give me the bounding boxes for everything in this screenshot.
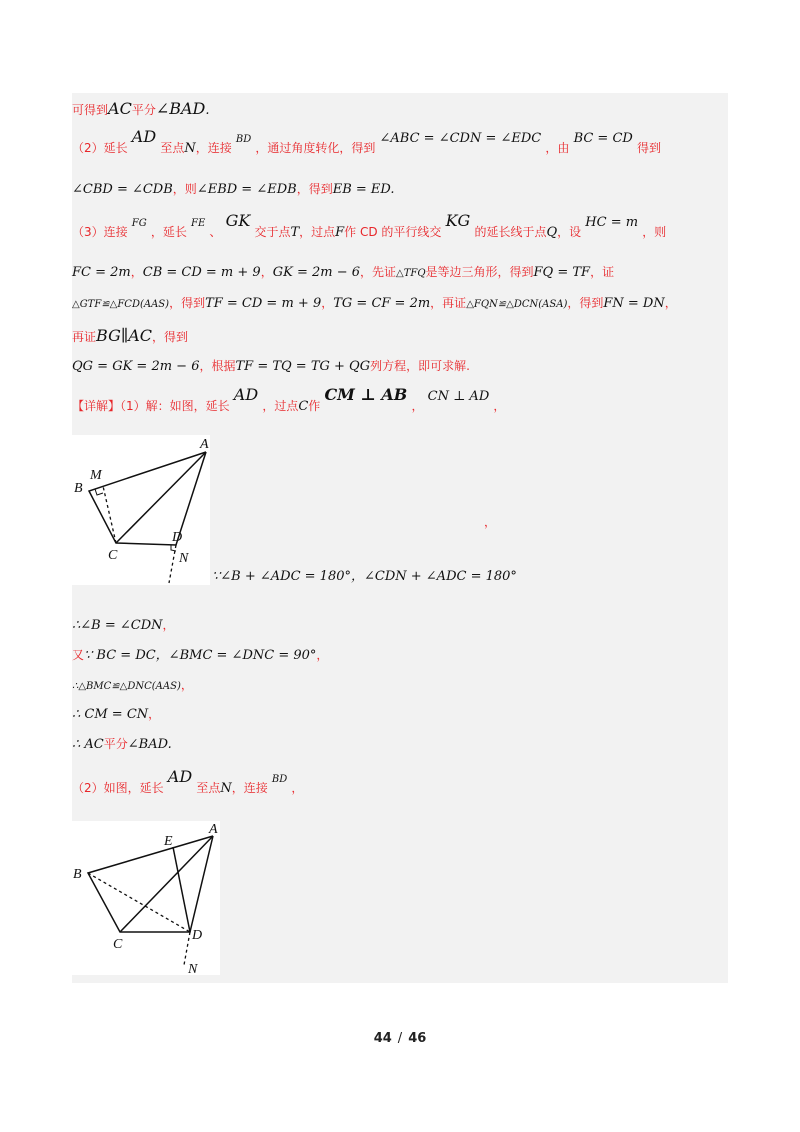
text: ，得到 — [169, 296, 206, 310]
math: FC = 2m — [72, 265, 131, 280]
math: FG — [131, 218, 147, 229]
text: ，设 — [557, 225, 582, 239]
text-line-16 — [72, 767, 304, 798]
text: ，证 — [590, 265, 615, 279]
math: ∴∠B = ∠CDN — [72, 618, 163, 633]
math: ∠CBD = ∠CDB — [72, 182, 173, 197]
text: ， — [411, 399, 424, 413]
text: 平分 — [103, 737, 128, 751]
math: CB = CD = m + 9 — [142, 265, 261, 280]
text: ，则 — [172, 182, 197, 196]
text-line-10 — [212, 569, 517, 585]
figure-1-quadrilateral — [72, 435, 210, 585]
math: AD — [233, 385, 259, 404]
text: 、 — [209, 225, 222, 239]
math: ∵ BC = DC，∠BMC = ∠DNC = 90° — [84, 648, 317, 663]
text: ， — [316, 648, 329, 662]
text: 可得到 — [72, 103, 109, 117]
math: Q — [546, 225, 558, 240]
text: （2）延长 — [72, 141, 128, 155]
text: 【详解】（1）解：如图，延长 — [72, 399, 230, 413]
stray-comma — [484, 514, 496, 531]
page-separator: / — [397, 1031, 403, 1046]
math: ∠BAD — [127, 737, 168, 752]
math: KG — [445, 211, 471, 230]
text: ， — [130, 265, 143, 279]
math: FE — [191, 218, 206, 229]
text-line-15 — [72, 736, 172, 753]
math: TF = CD = m + 9 — [205, 296, 322, 311]
text: 是等边三角形，得到 — [425, 265, 534, 279]
math: BC = CD — [573, 131, 633, 146]
text: ，先证 — [360, 265, 397, 279]
math: . — [167, 737, 172, 752]
math: AD — [131, 127, 157, 146]
text: ，连接 — [231, 781, 268, 795]
text: 得到 — [636, 141, 661, 155]
text-line-2 — [72, 127, 661, 158]
label-a: A — [209, 822, 218, 837]
text: ，根据 — [199, 359, 236, 373]
math: . — [205, 103, 210, 118]
math: BD — [271, 774, 288, 785]
math: T — [290, 225, 300, 240]
text: 再证 — [72, 330, 97, 344]
text-line-9 — [72, 385, 506, 415]
text: ， — [260, 265, 273, 279]
text-line-3 — [72, 181, 395, 198]
text: （2）如图，延长 — [72, 781, 164, 795]
math: AC — [108, 99, 132, 118]
text: ， — [180, 678, 193, 692]
math: BG∥AC — [96, 326, 153, 345]
total-pages: 46 — [408, 1031, 427, 1046]
math: CM ⊥ AB — [324, 385, 408, 404]
text: 平分 — [131, 103, 156, 117]
math: △GTF≌△FCD(AAS) — [72, 299, 170, 310]
label-e: E — [164, 834, 173, 849]
figure-2-quadrilateral — [72, 821, 220, 975]
math: AD — [167, 767, 193, 786]
text: ， — [291, 781, 304, 795]
text: 交于点 — [254, 225, 291, 239]
label-d: D — [172, 530, 183, 545]
solution-content — [72, 93, 728, 983]
text: 至点 — [196, 781, 221, 795]
text: 作 CD 的平行线交 — [344, 225, 442, 239]
math: △FQN≌△DCN(ASA) — [466, 299, 568, 310]
math: C — [298, 399, 309, 414]
text: ，延长 — [150, 225, 187, 239]
text: ，得到 — [152, 330, 189, 344]
math: CN ⊥ AD — [427, 389, 490, 404]
text: ，过点 — [299, 225, 336, 239]
text: ，连接 — [195, 141, 232, 155]
page-number — [0, 1031, 800, 1046]
label-n: N — [188, 962, 198, 975]
text: ，由 — [545, 141, 570, 155]
math: F — [335, 225, 345, 240]
math: QG = GK = 2m − 6 — [72, 359, 200, 374]
text: ，则 — [642, 225, 667, 239]
math: ∴ AC — [72, 737, 104, 752]
text: ，得到 — [567, 296, 604, 310]
math: ∵∠B + ∠ADC = 180°，∠CDN + ∠ADC = 180° — [212, 569, 517, 584]
math: ∠ABC = ∠CDN = ∠EDC — [379, 131, 542, 146]
math: GK = 2m − 6 — [272, 265, 360, 280]
figure-1-svg — [72, 435, 210, 585]
text: 的延长线于点 — [474, 225, 547, 239]
text-line-14 — [72, 706, 160, 723]
text: 又 — [72, 648, 85, 662]
text-line-7 — [72, 328, 188, 346]
label-c: C — [108, 548, 118, 563]
math: ∴△BMC≌△DNC(AAS) — [72, 681, 181, 692]
math: FQ = TF — [533, 265, 591, 280]
text-line-4 — [72, 211, 667, 242]
label-b: B — [73, 867, 82, 882]
current-page: 44 — [373, 1031, 392, 1046]
text: ， — [484, 515, 497, 529]
text: ， — [493, 399, 506, 413]
math: ∠EBD = ∠EDB — [196, 182, 297, 197]
math: ∠BAD — [155, 99, 206, 118]
text: ，得到 — [296, 182, 333, 196]
text: （3）连接 — [72, 225, 128, 239]
label-n: N — [179, 551, 189, 566]
math: FN = DN — [603, 296, 665, 311]
label-c: C — [113, 937, 123, 952]
math: TF = TQ = TG + QG — [235, 359, 371, 374]
math: TG = CF = 2m — [333, 296, 431, 311]
text: ， — [664, 296, 677, 310]
text: 作 — [308, 399, 321, 413]
math: BD — [235, 134, 252, 145]
text-line-8 — [72, 358, 470, 375]
text: ， — [321, 296, 334, 310]
text: ，通过角度转化，得到 — [255, 141, 376, 155]
math: GK — [225, 211, 251, 230]
text: ，再证 — [430, 296, 467, 310]
math: ∴ CM = CN — [72, 707, 149, 722]
text: ， — [148, 707, 161, 721]
figure-2-svg — [72, 821, 220, 975]
text: ，过点 — [262, 399, 299, 413]
text-line-13 — [72, 677, 193, 695]
text-line-1 — [72, 101, 210, 119]
label-d: D — [192, 928, 203, 943]
label-a: A — [200, 437, 209, 452]
math: △TFQ — [396, 268, 426, 279]
math: HC = m — [585, 215, 639, 230]
text: 至点 — [160, 141, 185, 155]
text-line-6 — [72, 295, 677, 313]
math: . — [390, 182, 395, 197]
text-line-5 — [72, 264, 614, 282]
math: N — [184, 141, 196, 156]
text: 列方程，即可求解. — [370, 359, 470, 373]
text-line-11 — [72, 617, 175, 634]
math: N — [220, 781, 232, 796]
text-line-12 — [72, 647, 328, 664]
label-b: B — [74, 481, 83, 496]
math: EB = ED — [332, 182, 391, 197]
text: ， — [162, 618, 175, 632]
label-m: M — [90, 468, 102, 483]
